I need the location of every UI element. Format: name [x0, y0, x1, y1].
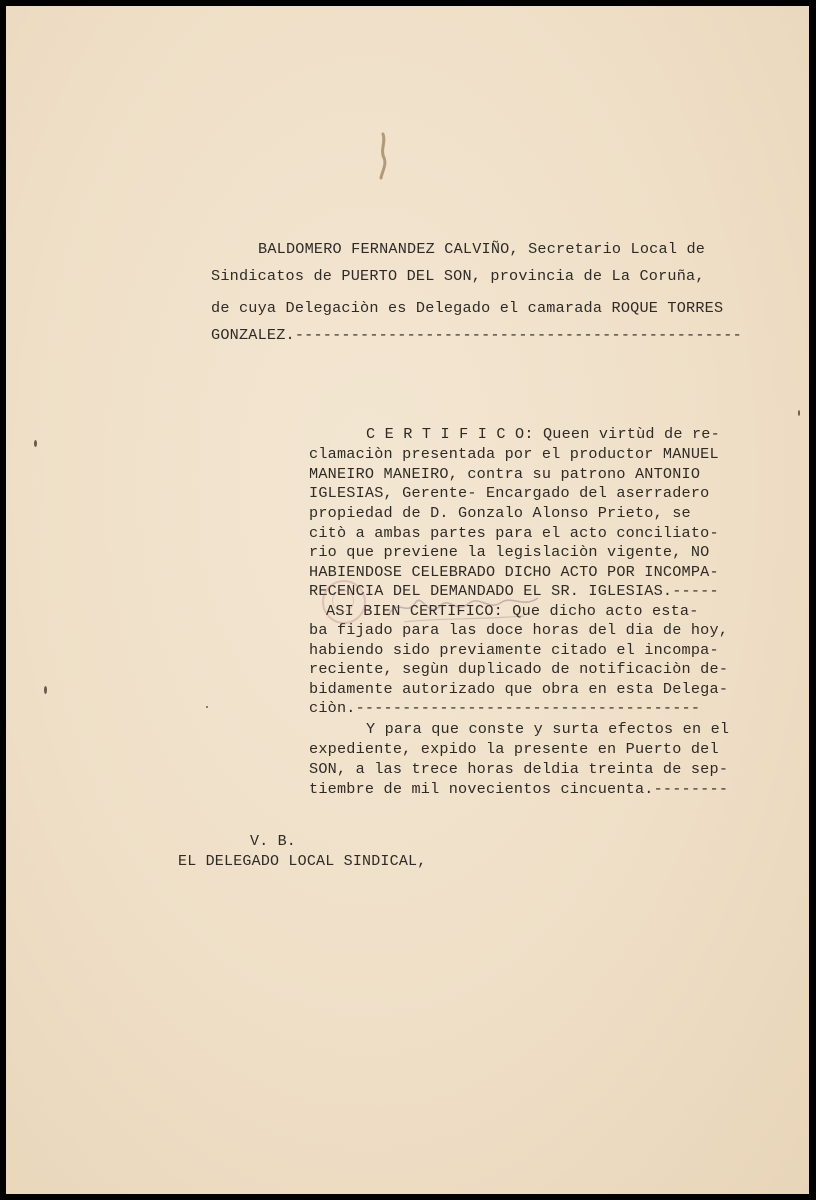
vb-mark: V. B.	[250, 833, 297, 850]
body-line: rio que previene la legislaciòn vigente, NO	[309, 543, 710, 561]
body-line: tiembre de mil novecientos cincuenta.--------	[309, 780, 729, 798]
body-line: reciente, segùn duplicado de notificaciòn de-	[309, 660, 729, 678]
margin-mark	[798, 410, 800, 416]
body-line: habiendo sido previamente citado el incompa-	[309, 641, 719, 659]
body-line: citò a ambas partes para el acto conciliato-	[309, 524, 719, 542]
body-line: SON, a las trece horas deldia treinta de sep-	[309, 760, 729, 778]
header-line: BALDOMERO FERNANDEZ CALVIÑO, Secretario Local de	[258, 240, 706, 258]
handwritten-signature	[384, 588, 544, 628]
header-line: GONZALEZ.------------------------------------------------	[211, 326, 742, 344]
body-line: clamaciòn presentada por el productor MANUEL	[309, 445, 719, 463]
document-page	[6, 6, 809, 1194]
ink-stain	[376, 132, 390, 180]
body-line: propiedad de D. Gonzalo Alonso Prieto, se	[309, 504, 691, 522]
body-line: ASI BIEN CERTIFICO: Que dicho acto esta-	[326, 602, 699, 620]
body-line: expediente, expido la presente en Puerto del	[309, 740, 719, 758]
body-line: IGLESIAS, Gerente- Encargado del aserradero	[309, 484, 710, 502]
header-line: Sindicatos de PUERTO DEL SON, provincia de La Coruña,	[211, 267, 705, 285]
margin-mark	[206, 706, 208, 708]
body-line: RECENCIA DEL DEMANDADO EL SR. IGLESIAS.-----	[309, 582, 719, 600]
body-line: MANEIRO MANEIRO, contra su patrono ANTONIO	[309, 465, 701, 483]
body-line: ba fijado para las doce horas del dia de hoy,	[309, 621, 729, 639]
body-line: Y para que conste y surta efectos en el	[366, 720, 730, 738]
margin-mark	[44, 686, 47, 694]
body-line: ciòn.-------------------------------------	[309, 699, 701, 717]
margin-mark	[34, 440, 37, 447]
body-line: bidamente autorizado que obra en esta Delega-	[309, 680, 729, 698]
signatory-title: EL DELEGADO LOCAL SINDICAL,	[178, 853, 427, 870]
official-stamp	[322, 580, 366, 624]
body-line: C E R T I F I C O: Queen virtùd de re-	[366, 425, 720, 443]
header-line: de cuya Delegaciòn es Delegado el camarada ROQUE TORRES	[211, 299, 724, 317]
body-line: HABIENDOSE CELEBRADO DICHO ACTO POR INCOMPA-	[309, 563, 719, 581]
